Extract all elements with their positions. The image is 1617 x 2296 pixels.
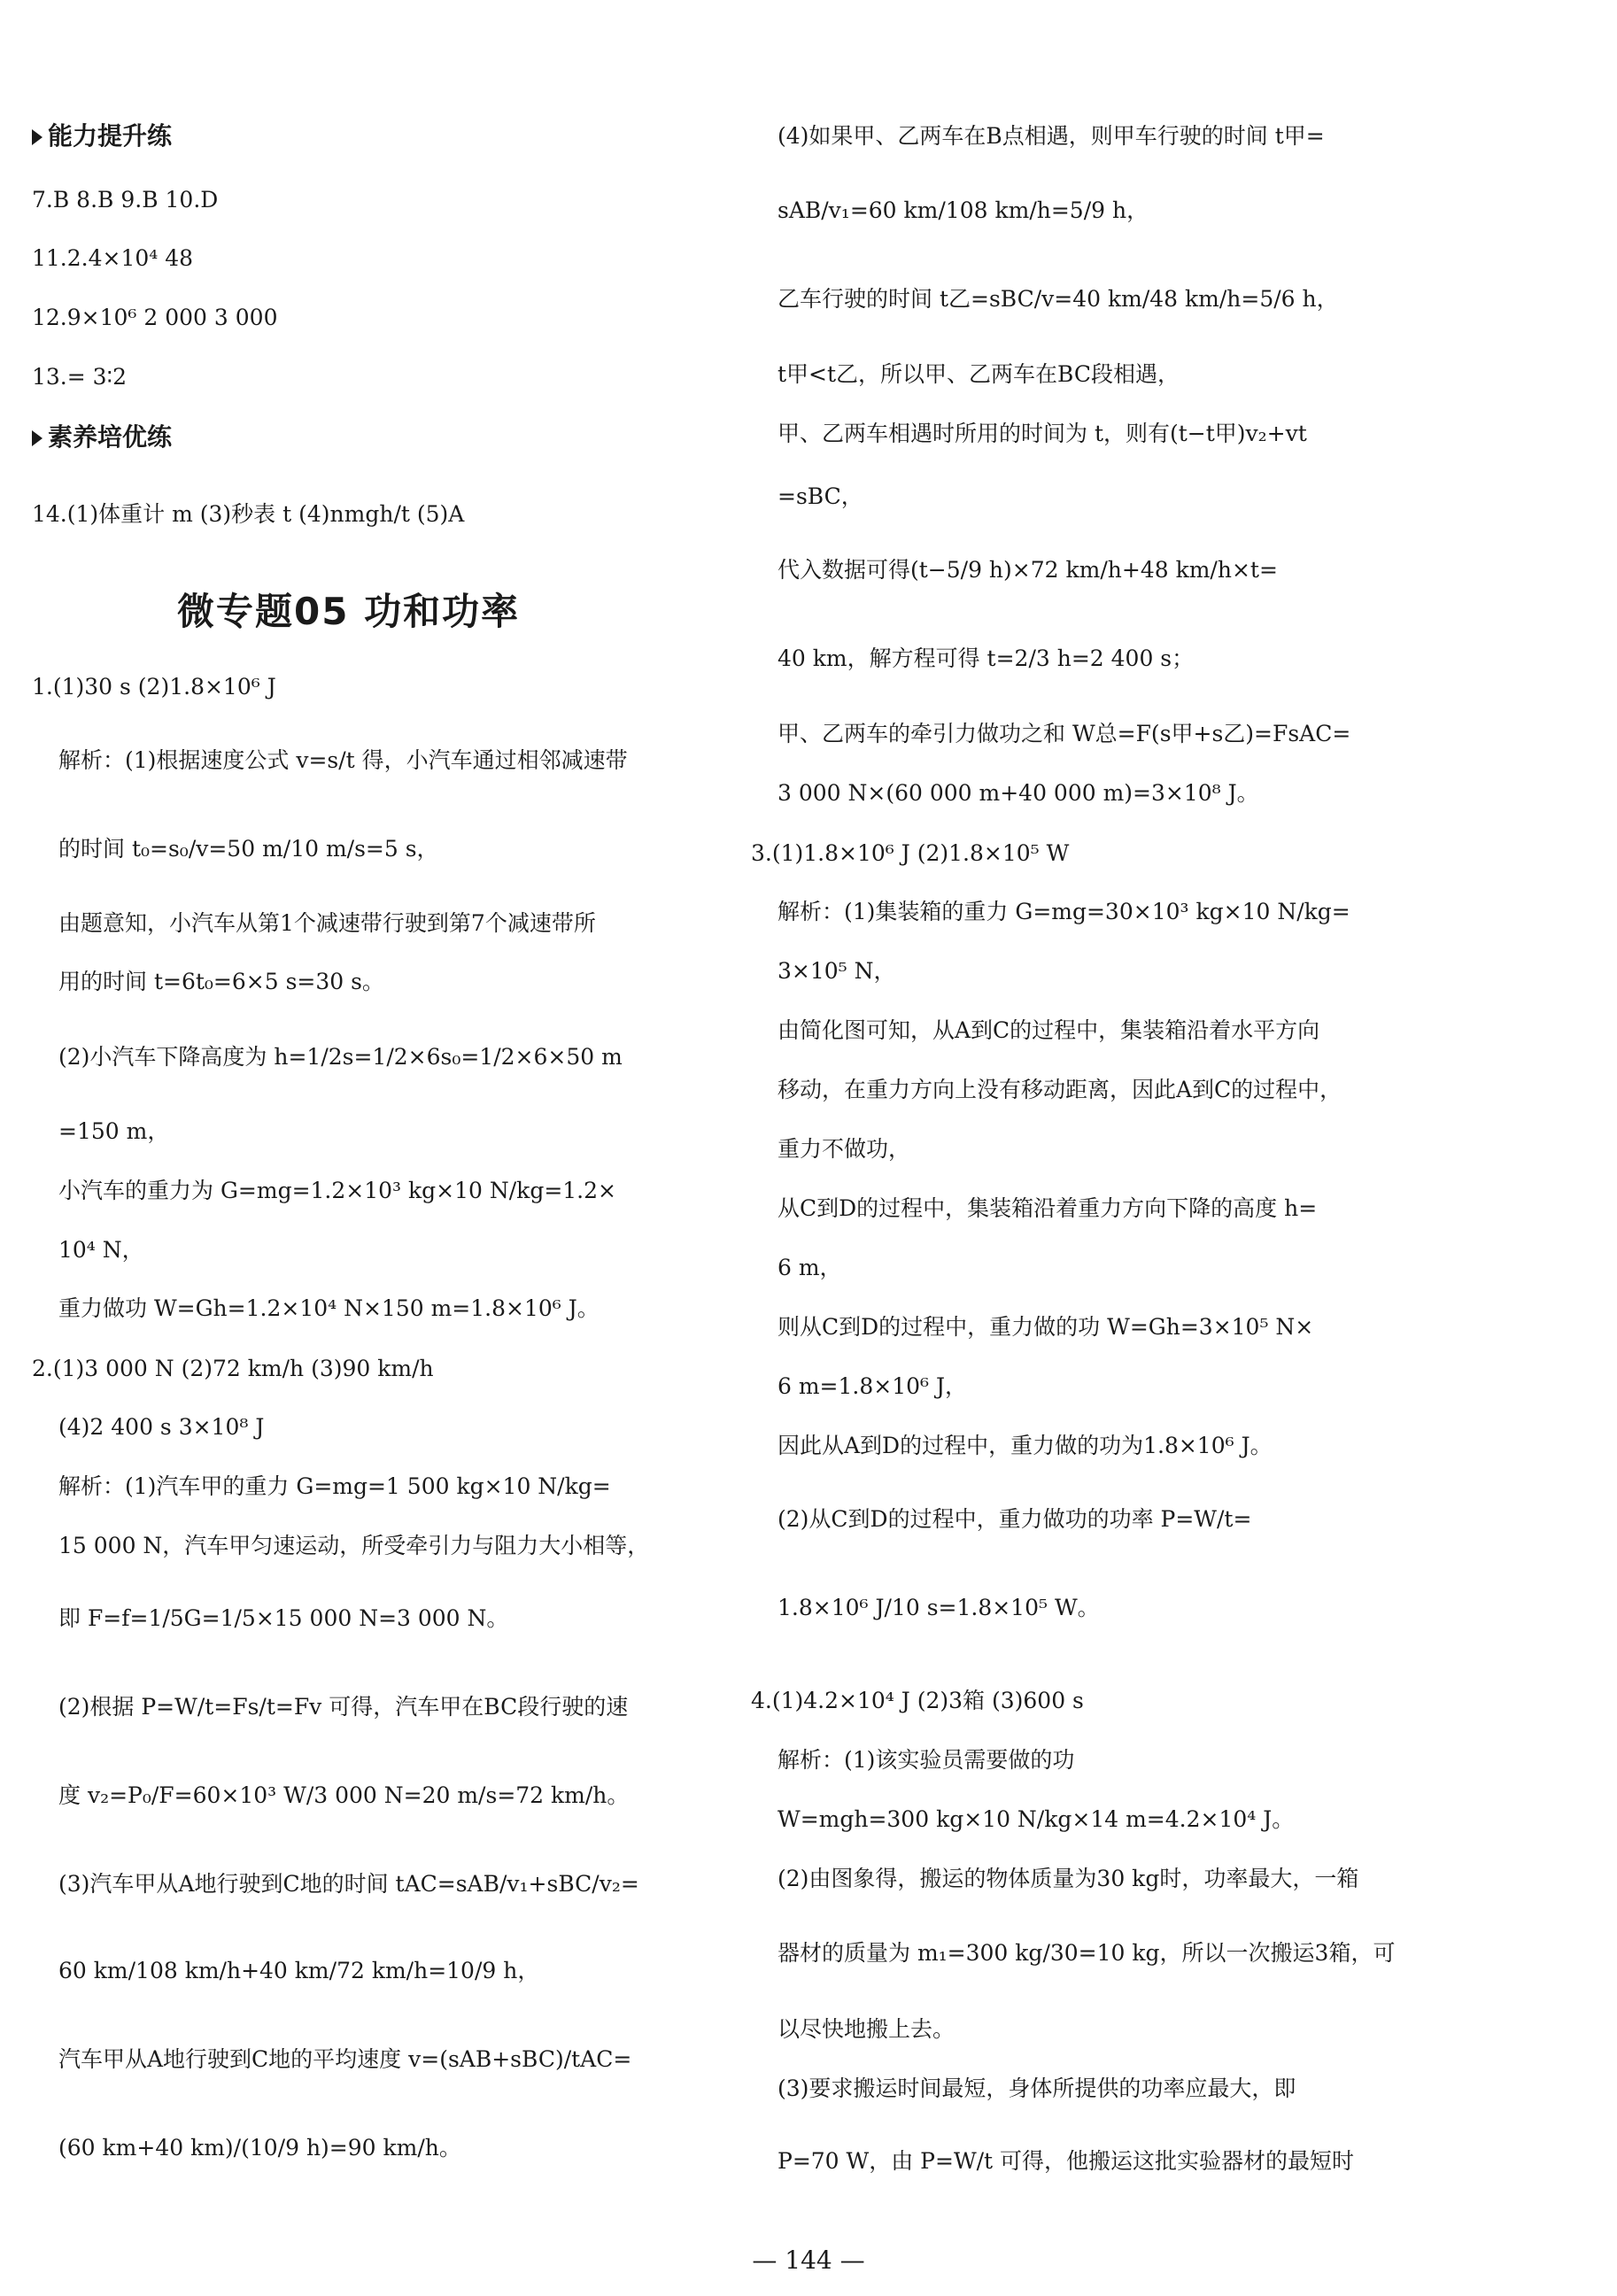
q2-solution-line: t甲<t乙，所以甲、乙两车在BC段相遇，: [778, 361, 1180, 387]
q3-solution-line: 由简化图可知，从A到C的过程中，集装箱沿着水平方向: [778, 1017, 1320, 1043]
q1-solution-line: 用的时间 t=6t₀=6×5 s=30 s。: [58, 969, 384, 994]
q2-solution-line: (3)汽车甲从A地行驶到C地的时间 tAC=sAB/v₁+sBC/v₂=: [58, 1871, 639, 1897]
q2-solution-line: 汽车甲从A地行驶到C地的平均速度 v=(sAB+sBC)/tAC=: [58, 2046, 632, 2072]
q1-answer: 1.(1)30 s (2)1.8×10⁶ J: [32, 674, 276, 700]
q2-solution-line: 甲、乙两车的牵引力做功之和 W总=F(s甲+s乙)=FsAC=: [778, 721, 1351, 746]
triangle-bullet-icon: [32, 430, 43, 446]
answer-11: 11.2.4×10⁴ 48: [32, 245, 194, 271]
q3-solution-line: 从C到D的过程中，集装箱沿着重力方向下降的高度 h=: [778, 1195, 1318, 1221]
q3-solution-line: 1.8×10⁶ J/10 s=1.8×10⁵ W。: [778, 1595, 1100, 1620]
answer-14: 14.(1)体重计 m (3)秒表 t (4)nmgh/t (5)A: [32, 501, 465, 527]
q2-solution-line: 即 F=f=1/5G=1/5×15 000 N=3 000 N。: [58, 1605, 509, 1631]
triangle-bullet-icon: [32, 129, 43, 145]
answer-12: 12.9×10⁶ 2 000 3 000: [32, 305, 278, 330]
q4-answer: 4.(1)4.2×10⁴ J (2)3箱 (3)600 s: [751, 1688, 1084, 1713]
q4-solution-line: (2)由图象得，搬运的物体质量为30 kg时，功率最大，一箱: [778, 1866, 1359, 1891]
q1-solution-line: 小汽车的重力为 G=mg=1.2×10³ kg×10 N/kg=1.2×: [58, 1178, 616, 1203]
q2-solution-line: 60 km/108 km/h+40 km/72 km/h=10/9 h，: [58, 1958, 540, 1983]
q2-solution-line: 度 v₂=P₀/F=60×10³ W/3 000 N=20 m/s=72 km/h。: [58, 1782, 630, 1808]
q1-solution-line: 的时间 t₀=s₀/v=50 m/10 m/s=5 s，: [58, 836, 439, 862]
q3-solution-line: 则从C到D的过程中，重力做的功 W=Gh=3×10⁵ N×: [778, 1314, 1314, 1340]
q2-solution-line: 甲、乙两车相遇时所用的时间为 t，则有(t−t甲)v₂+vt: [778, 421, 1307, 446]
q1-solution-line: =150 m，: [58, 1118, 170, 1144]
q2-solution-line: 代入数据可得(t−5/9 h)×72 km/h+48 km/h×t=: [778, 557, 1278, 583]
q4-solution-line: W=mgh=300 kg×10 N/kg×14 m=4.2×10⁴ J。: [778, 1806, 1295, 1832]
page-number: — 144 —: [752, 2246, 865, 2275]
q4-solution-line: P=70 W，由 P=W/t 可得，他搬运这批实验器材的最短时: [778, 2148, 1355, 2174]
q2-solution-line: (2)根据 P=W/t=Fs/t=Fv 可得，汽车甲在BC段行驶的速: [58, 1694, 629, 1720]
q2-solution-line: =sBC，: [778, 483, 863, 509]
q2-solution-line: 3 000 N×(60 000 m+40 000 m)=3×10⁸ J。: [778, 780, 1259, 806]
section-heading-literacy-text: 素养培优练: [48, 422, 173, 452]
q1-solution-line: 解析：(1)根据速度公式 v=s/t 得，小汽车通过相邻减速带: [58, 747, 628, 773]
q2-solution-line: sAB/v₁=60 km/108 km/h=5/9 h，: [778, 197, 1149, 223]
q3-solution-line: 因此从A到D的过程中，重力做的功为1.8×10⁶ J。: [778, 1433, 1273, 1458]
q3-solution-line: 重力不做功，: [778, 1136, 911, 1162]
q4-solution-line: 以尽快地搬上去。: [778, 2016, 956, 2042]
page-title: 微专题05 功和功率: [177, 590, 521, 633]
q2-answer: (4)2 400 s 3×10⁸ J: [58, 1414, 265, 1440]
q2-solution-line: 乙车行驶的时间 t乙=sBC/v=40 km/48 km/h=5/6 h，: [778, 286, 1339, 312]
section-heading-ability: [32, 122, 172, 151]
section-heading-ability-text: 能力提升练: [48, 121, 173, 151]
section-heading-literacy: [32, 423, 172, 452]
q3-solution-line: 3×10⁵ N，: [778, 958, 896, 984]
q3-solution-line: 6 m，: [778, 1255, 842, 1280]
answers-7-10: 7.B 8.B 9.B 10.D: [32, 187, 219, 213]
q1-solution-line: (2)小汽车下降高度为 h=1/2s=1/2×6s₀=1/2×6×50 m: [58, 1044, 623, 1070]
q1-solution-line: 由题意知，小汽车从第1个减速带行驶到第7个减速带所: [58, 910, 596, 936]
q1-solution-line: 重力做功 W=Gh=1.2×10⁴ N×150 m=1.8×10⁶ J。: [58, 1295, 600, 1321]
q2-answer: 2.(1)3 000 N (2)72 km/h (3)90 km/h: [32, 1356, 434, 1381]
q2-solution-line: (4)如果甲、乙两车在B点相遇，则甲车行驶的时间 t甲=: [778, 123, 1325, 149]
q2-solution-line: 15 000 N，汽车甲匀速运动，所受牵引力与阻力大小相等，: [58, 1533, 650, 1558]
q2-solution-line: (60 km+40 km)/(10/9 h)=90 km/h。: [58, 2135, 461, 2161]
q4-solution-line: (3)要求搬运时间最短，身体所提供的功率应最大，即: [778, 2076, 1296, 2101]
q3-solution-line: 解析：(1)集装箱的重力 G=mg=30×10³ kg×10 N/kg=: [778, 899, 1350, 924]
q3-solution-line: 6 m=1.8×10⁶ J，: [778, 1373, 968, 1399]
q1-solution-line: 10⁴ N，: [58, 1237, 144, 1263]
q3-solution-line: (2)从C到D的过程中，重力做功的功率 P=W/t=: [778, 1506, 1252, 1532]
q2-solution-line: 40 km，解方程可得 t=2/3 h=2 400 s；: [778, 646, 1195, 671]
q3-solution-line: 移动，在重力方向上没有移动距离，因此A到C的过程中，: [778, 1077, 1342, 1102]
answer-13: 13.= 3∶2: [32, 364, 127, 390]
q4-solution-line: 器材的质量为 m₁=300 kg/30=10 kg，所以一次搬运3箱，可: [778, 1940, 1396, 1966]
q4-solution-line: 解析：(1)该实验员需要做的功: [778, 1747, 1075, 1773]
q2-solution-line: 解析：(1)汽车甲的重力 G=mg=1 500 kg×10 N/kg=: [58, 1473, 611, 1499]
q3-answer: 3.(1)1.8×10⁶ J (2)1.8×10⁵ W: [751, 840, 1070, 866]
